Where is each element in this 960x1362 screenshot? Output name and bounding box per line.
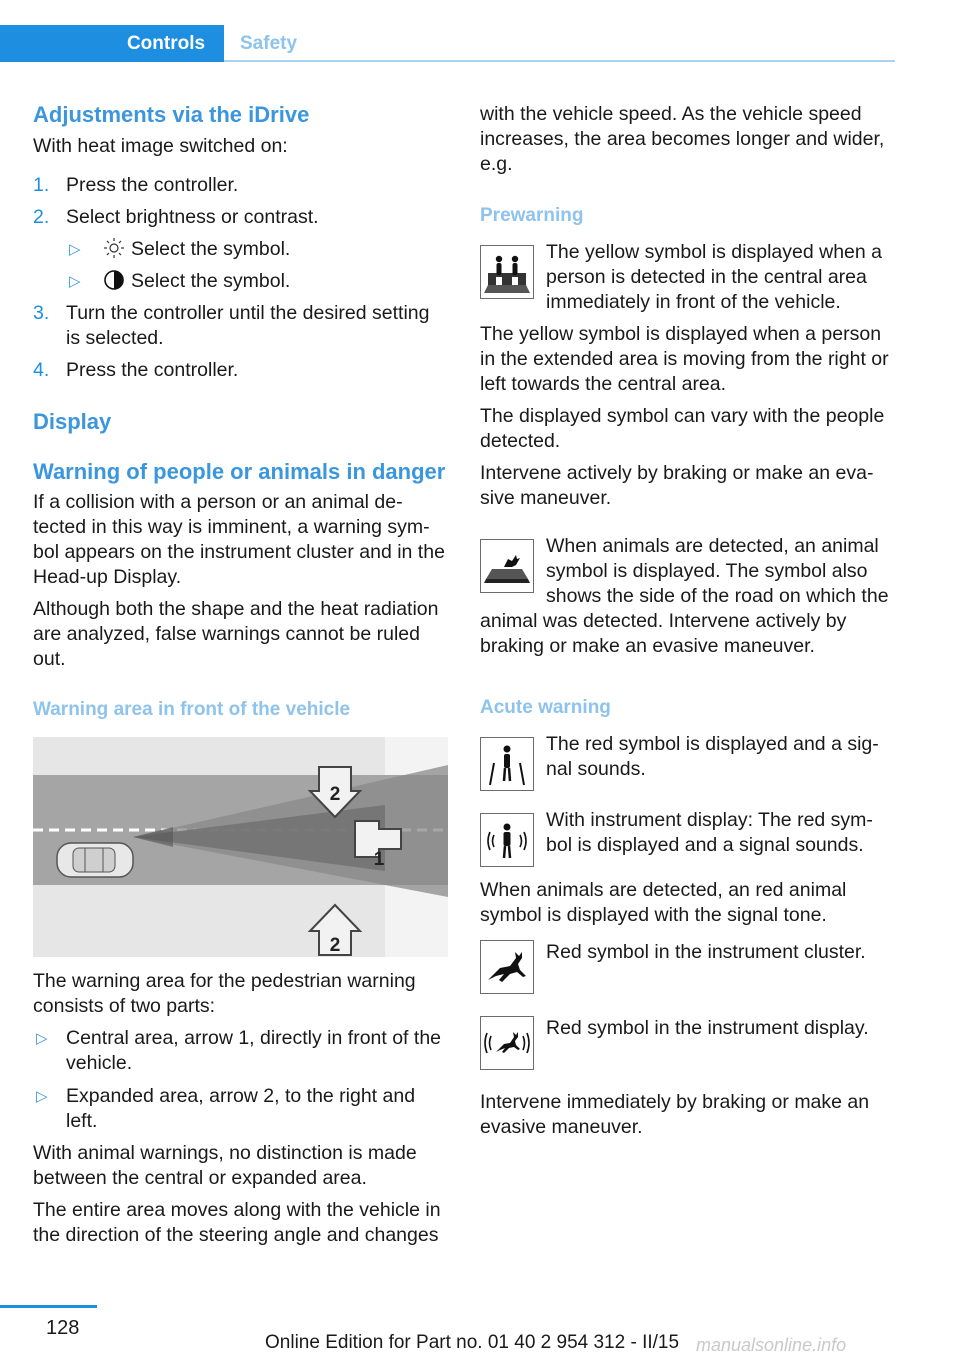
diagram-label-1: 1 [373,849,385,870]
sym4-text: With instrument display: The red sym-bol is displayed and a signal sounds. [546,809,873,856]
heading-acute: Acute warning [480,697,611,718]
tab-safety[interactable]: Safety [240,33,298,54]
symbol-block-person-red [480,732,895,792]
para-red-animal: When animals are detected, an red animal symbol is displayed with the signal tone. [480,879,847,926]
sym5-text: Red symbol in the instrument cluster. [546,941,866,963]
intro-text: With heat image switched on: [33,135,288,157]
bullet-triangle-icon: ▷ [36,1030,48,1047]
contrast-icon [103,269,125,291]
list-item: ▷ Central area, arrow 1, directly in front of the vehicle. [36,1027,442,1074]
symbol-block-person-sound [480,808,895,868]
edition-text: Online Edition for Part no. 01 40 2 954 312 - II/15 [265,1332,680,1353]
warning-area-diagram [33,737,448,957]
heading-prewarning: Prewarning [480,205,584,226]
symbol-block-animal-display [480,1016,895,1076]
para-final: Intervene immediately by braking or make an evasive maneuver. [480,1091,870,1138]
deer-cluster-symbol-icon [480,940,534,994]
deer-display-symbol-icon [480,1016,534,1070]
para-vary: The displayed symbol can vary with the people detected. [480,405,885,452]
bullet-triangle-icon: ▷ [69,273,81,290]
para-intervene: Intervene actively by braking or make an eva-sive maneuver. [480,462,874,509]
diagram-label-2-bottom: 2 [329,935,341,956]
list-item: 3. Turn the controller until the desired setting is selected. [33,302,430,349]
sym3-text: The red symbol is displayed and a sig-nal sounds. [546,733,879,780]
footer-rule [0,1305,97,1308]
heading-idrive: Adjustments via the iDrive [33,102,310,127]
para-extended: The yellow symbol is displayed when a person in the extended area is moving from the right or left towards the central area. [480,323,889,395]
page-number: 128 [46,1317,80,1339]
para-collision: If a collision with a person or an animal de-tected in this way is imminent, a warning sym-bol appears on the instrument cluster and in the Head-up Display. [33,491,445,588]
watermark: manualsonline.info [696,1335,847,1355]
brightness-icon [103,237,125,259]
list-item: ▷ Select the symbol. [69,270,291,292]
list-item: 2. Select brightness or contrast. [33,206,319,228]
para-analyzed: Although both the shape and the heat radiation are analyzed, false warnings cannot be ruled out. [33,598,439,670]
para-animal: With animal warnings, no distinction is made between the central or expanded area. [33,1142,417,1189]
sym6-text: Red symbol in the instrument display. [546,1017,869,1039]
heading-display: Display [33,409,112,434]
symbol-block-person-yellow [480,240,895,315]
list-item: 1. Press the controller. [33,174,239,196]
list-item: 4. Press the controller. [33,359,239,381]
para-parts: The warning area for the pedestrian warning consists of two parts: [33,970,416,1017]
para-moves: The entire area moves along with the vehicle in the direction of the steering angle and changes [33,1199,441,1246]
bullet-triangle-icon: ▷ [69,241,81,258]
pedestrian-sound-symbol-icon [480,813,534,867]
car-icon [57,843,133,877]
right-column [480,102,895,1140]
tab-controls[interactable]: Controls [0,25,224,62]
sym1-text: The yellow symbol is displayed when a person is detected in the central area immediately in front of the vehicle. [546,241,882,313]
symbol-block-animal-cluster [480,940,895,1000]
steps-list [33,173,448,383]
para-continued: with the vehicle speed. As the vehicle speed increases, the area becomes longer and wider, e.g. [480,103,885,175]
header-tabs [0,25,895,62]
heading-warning-people: Warning of people or animals in danger [33,459,446,484]
animal-road-symbol-icon [480,539,534,593]
list-item: ▷ Select the symbol. [69,238,291,260]
diagram-label-2-top: 2 [329,784,341,805]
pedestrians-symbol-icon [480,245,534,299]
header-rule [224,60,895,62]
heading-warning-area: Warning area in front of the vehicle [33,699,351,720]
pedestrian-red-symbol-icon [480,737,534,791]
left-column [33,102,448,1248]
parts-list [33,1026,448,1134]
list-item: ▷ Expanded area, arrow 2, to the right and left. [36,1085,416,1132]
sym2-text: When animals are detected, an animal symbol is displayed. The symbol also shows the side of the road on which the animal was detected. Intervene actively by braking or make an evasive maneuver. [480,535,889,657]
symbol-block-animal [480,534,895,659]
bullet-triangle-icon: ▷ [36,1088,48,1105]
